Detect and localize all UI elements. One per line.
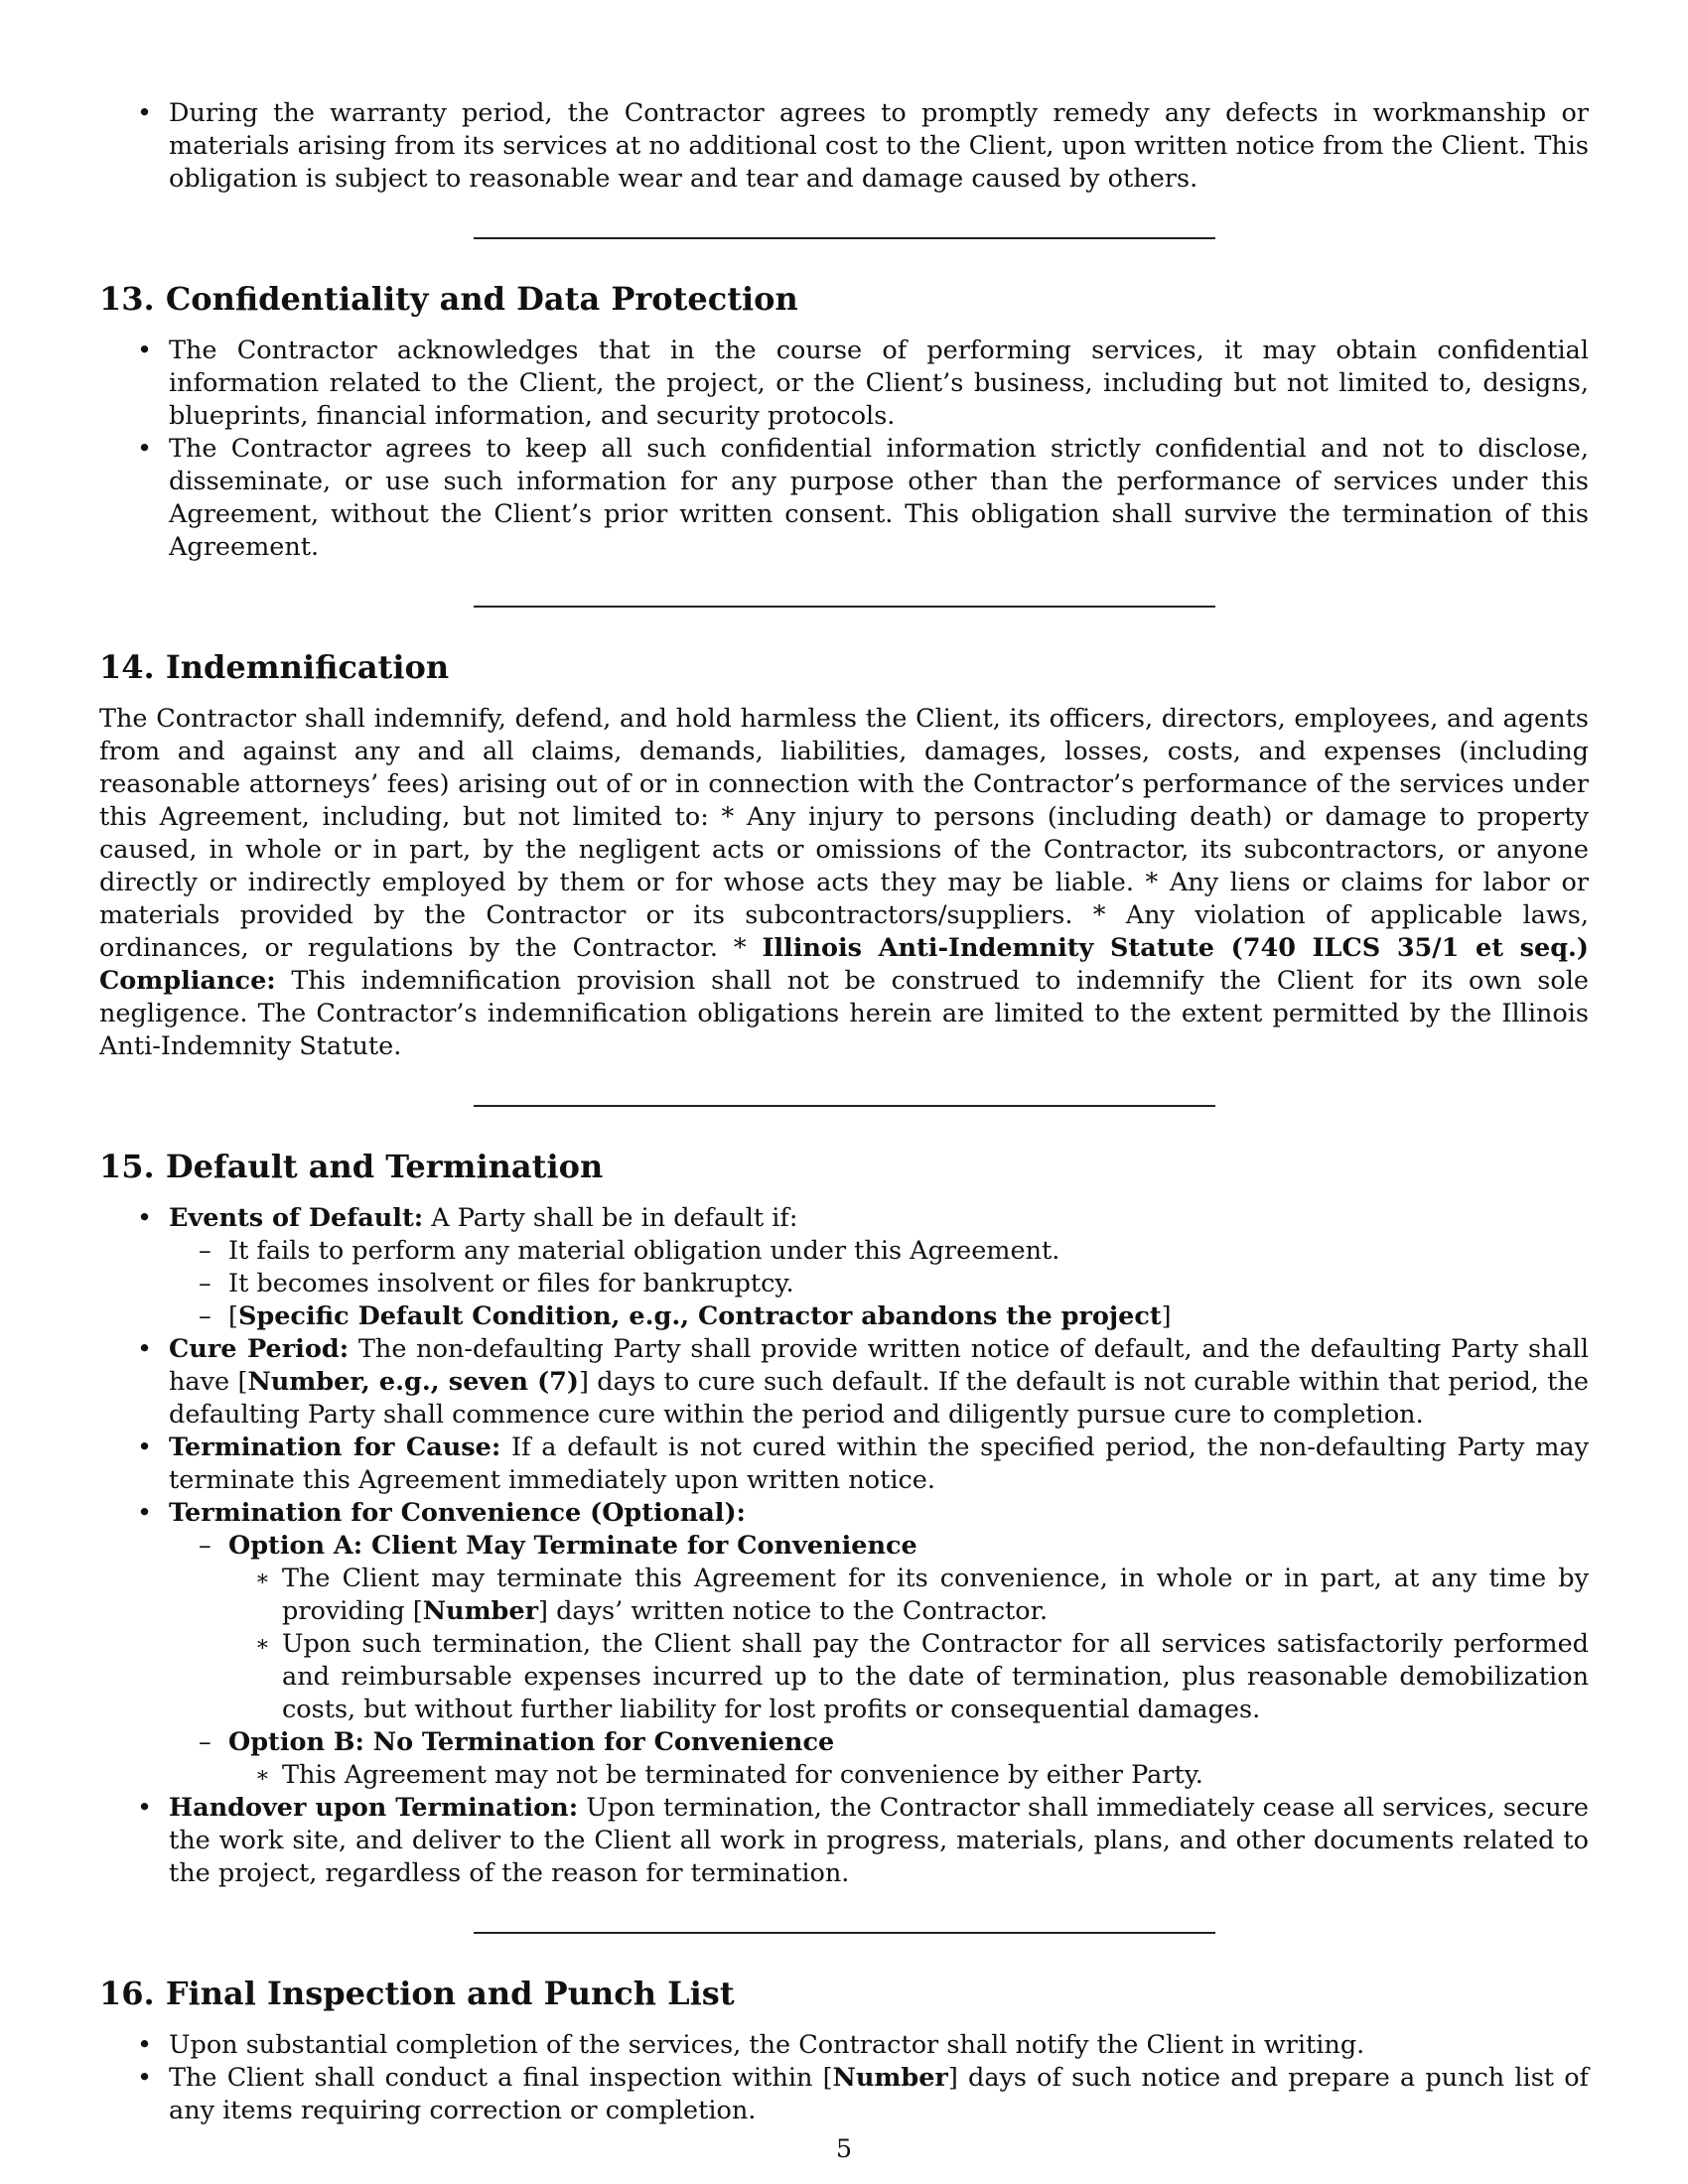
star-marker: ∗ <box>255 1763 270 1788</box>
dash-marker: – <box>199 1727 211 1757</box>
section-15-heading: 15. Default and Termination <box>99 1148 604 1185</box>
section-16-heading: 16. Final Inspection and Punch List <box>99 1975 735 2012</box>
option-a-sublist <box>228 1563 1589 1726</box>
dash-marker: – <box>199 1531 211 1561</box>
section-13-list <box>99 335 1589 564</box>
option-a: – Option A: Client May Terminate for Convenience ∗ The Client may terminate this Agreement for its convenience, in whole or in part, at any time by providing [Number] days’ written notice to the Contractor. ∗ Upon such termination, the Client shall pay the Contractor for all services satisfactorily performed and reimbursable expenses incurred up to the date of termination, plus reasonable demobilization costs, but without further liability for lost profits or consequential damages. <box>199 1531 1589 1724</box>
bullet-marker: • <box>137 1203 153 1233</box>
bullet-marker: • <box>137 2063 153 2093</box>
warranty-list <box>99 97 1589 196</box>
section-13-heading: 13. Confidentiality and Data Protection <box>99 280 798 318</box>
star-marker: ∗ <box>255 1632 270 1657</box>
list-item-handover: • Handover upon Termination: Upon termination, the Contractor shall immediately cease all services, secure the work site, and deliver to the Client all work in progress, materials, plans, and other documents related to the project, regardless of the reason for termination. <box>137 1793 1589 1888</box>
list-item: ∗ Upon such termination, the Client shall pay the Contractor for all services satisfactorily performed and reimbursable expenses incurred up to the date of termination, plus reasonable demobilization costs, but without further liability for lost profits or consequential damages. <box>255 1629 1589 1724</box>
convenience-options <box>169 1530 1589 1792</box>
dash-marker: – <box>199 1236 211 1266</box>
bullet-marker: • <box>137 1793 153 1823</box>
dash-marker: – <box>199 1301 211 1331</box>
list-item-events-of-default: • Events of Default: A Party shall be in default if: – It fails to perform any material obligation under this Agreement. – It becomes insolvent or files for bankruptcy. – [Specific Default Condition, e.g., Contractor abandons the project] <box>99 1202 1589 1333</box>
option-b-sublist <box>228 1759 1589 1792</box>
list-item: • During the warranty period, the Contractor agrees to promptly remedy any defects in workmanship or materials arising from its services at no additional cost to the Client, upon written notice from the Client. This obligation is subject to reasonable wear and tear and damage caused by others. <box>137 98 1589 194</box>
bullet-marker: • <box>137 98 153 128</box>
bullet-marker: • <box>137 1433 153 1462</box>
section-divider <box>474 1932 1215 1934</box>
list-item: • Upon substantial completion of the services, the Contractor shall notify the Client in writing. <box>137 2030 1365 2060</box>
section-divider <box>474 237 1215 239</box>
list-item: • The Contractor agrees to keep all such confidential information strictly confidential and not to disclose, disseminate, or use such information for any purpose other than the performance of services under this Agreement, without the Client’s prior written consent. This obligation shall survive the termination of this Agreement. <box>137 434 1589 562</box>
section-divider <box>474 606 1215 608</box>
section-16-list <box>99 2029 1589 2127</box>
bullet-marker: • <box>137 2030 153 2060</box>
list-item-cure-period: • Cure Period: The non-defaulting Party shall provide written notice of default, and the defaulting Party shall have [Number, e.g., seven (7)] days to cure such default. If the default is not curable within that period, the defaulting Party shall commence cure within the period and diligently pursue cure to completion. <box>137 1334 1590 1430</box>
bullet-marker: • <box>137 336 153 365</box>
bullet-marker: • <box>137 1498 153 1528</box>
document-page <box>99 97 1589 2127</box>
list-item: ∗ The Client may terminate this Agreement for its convenience, in whole or in part, at any time by providing [Number] days’ written notice to the Contractor. <box>255 1564 1589 1626</box>
events-sublist <box>169 1235 1589 1333</box>
list-item: • The Client shall conduct a final inspection within [Number] days of such notice and prepare a punch list of any items requiring correction or completion. <box>137 2063 1589 2125</box>
star-marker: ∗ <box>255 1567 270 1591</box>
list-item-termination-for-convenience: • Termination for Convenience (Optional): – Option A: Client May Terminate for Convenience ∗ The Client may terminate this Agreement for its convenience, in whole or in part, at any time by providing [Number] days’ written notice to the Contractor. ∗ Upon such termination, the Client shall pay the Contractor for all services satisfactorily performed and reimbursable expenses incurred up to the date of termination, plus reasonable demobilization costs, but without further liability for lost profits or consequential damages. – Option B: No Termination for Convenience ∗ This Agreement may not be terminated for convenience by either Party. <box>137 1498 1589 1790</box>
list-item: • The Contractor acknowledges that in the course of performing services, it may obtain confidential information related to the Client, the project, or the Client’s business, including but not limited to, designs, blueprints, financial information, and security protocols. <box>137 336 1589 431</box>
bullet-marker: • <box>137 1334 153 1364</box>
section-14-heading: 14. Indemnification <box>99 648 450 686</box>
list-item: – It fails to perform any material obligation under this Agreement. <box>199 1236 1060 1266</box>
list-item: – [Specific Default Condition, e.g., Contractor abandons the project] <box>199 1301 1172 1331</box>
dash-marker: – <box>199 1269 211 1298</box>
section-divider <box>474 1105 1215 1107</box>
list-item: – It becomes insolvent or files for bankruptcy. <box>199 1269 794 1298</box>
option-b: – Option B: No Termination for Convenience ∗ This Agreement may not be terminated for convenience by either Party. <box>169 1726 1589 1792</box>
list-item-termination-for-cause: • Termination for Cause: If a default is not cured within the specified period, the non-defaulting Party may terminate this Agreement immediately upon written notice. <box>137 1433 1589 1495</box>
page-number: 5 <box>835 2134 853 2164</box>
section-15-list <box>99 1202 1589 1890</box>
section-14-paragraph: The Contractor shall indemnify, defend, and hold harmless the Client, its officers, directors, employees, and agents from and against any and all claims, demands, liabilities, damages, losses, costs, and expenses (including reasonable attorneys’ fees) arising out of or in connection with the Contractor’s performance of the services under this Agreement, including, but not limited to: * Any injury to persons (including death) or damage to property caused, in whole or in part, by the negligent acts or omissions of the Contractor, its subcontractors, or anyone directly or indirectly employed by them or for whose acts they may be liable. * Any liens or claims for labor or materials provided by the Contractor or its subcontractors/suppliers. * Any violation of applicable laws, ordinances, or regulations by the Contractor. * Illinois Anti-Indemnity Statute (740 ILCS 35/1 et seq.) Compliance: This indemnification provision shall not be construed to indemnify the Client for its own sole negligence. The Contractor’s indemnification obligations herein are limited to the extent permitted by the Illinois Anti-Indemnity Statute. <box>99 704 1589 1061</box>
bullet-marker: • <box>137 434 153 464</box>
list-item: ∗ This Agreement may not be terminated for convenience by either Party. <box>255 1760 1203 1790</box>
